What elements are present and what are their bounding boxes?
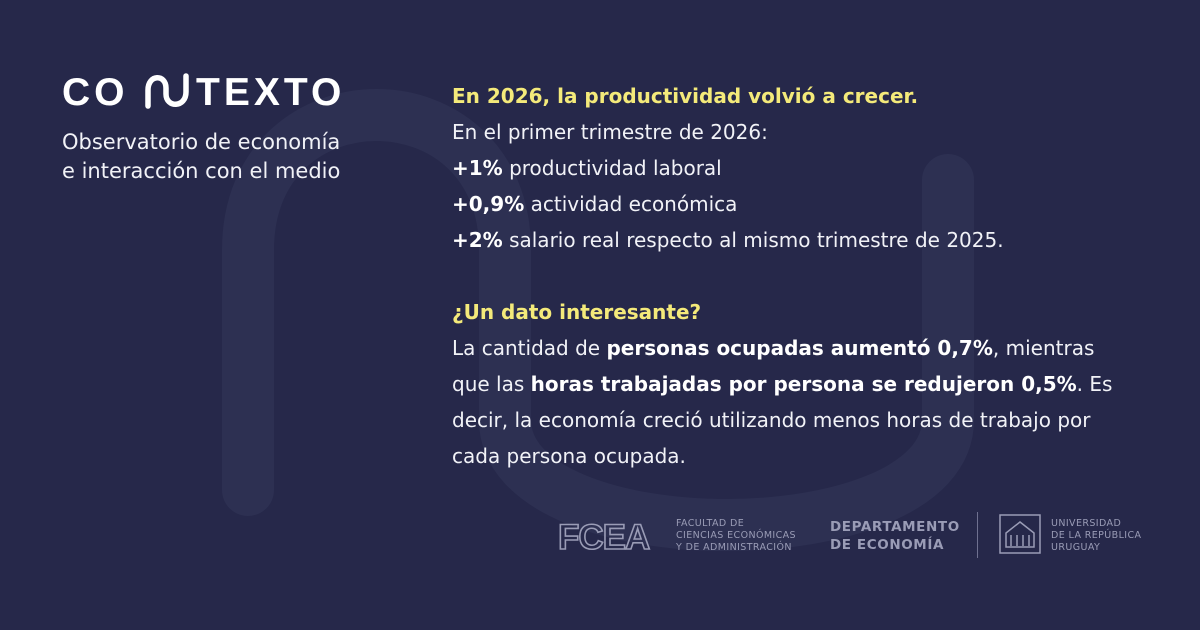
stat-productivity	[452, 150, 1152, 186]
stat-salary	[452, 222, 1152, 258]
contexto-logo	[62, 68, 352, 114]
udelar-line-3: URUGUAY	[1051, 542, 1101, 553]
stat-value: +2%	[452, 228, 503, 252]
headline: En 2026, la productividad volvió a crecer.	[452, 84, 919, 108]
fcea-line-1: FACULTAD DE	[676, 518, 745, 529]
university-name	[1051, 518, 1141, 554]
paragraph-text: . Es decir, la economía creció utilizando menos horas de trabajo por cada persona ocupada.	[452, 372, 1113, 468]
svg-text:FCEA: FCEA	[558, 518, 650, 554]
svg-text:CO: CO	[62, 71, 129, 114]
stat-label: salario real respecto al mismo trimestre de 2025.	[509, 228, 1004, 252]
dept-line-1: DEPARTAMENTO	[830, 519, 960, 535]
fcea-name	[676, 518, 796, 554]
fcea-line-3: Y DE ADMINISTRACIÓN	[676, 542, 792, 553]
svg-text:TEXTO: TEXTO	[196, 71, 346, 114]
paragraph-text: La cantidad de	[452, 336, 607, 360]
brand-block	[62, 68, 352, 186]
stat-activity	[452, 186, 1152, 222]
university-building-icon	[998, 513, 1042, 555]
question-heading: ¿Un dato interesante?	[452, 300, 702, 324]
stat-value: +1%	[452, 156, 503, 180]
stat-label: productividad laboral	[509, 156, 722, 180]
udelar-line-1: UNIVERSIDAD	[1051, 518, 1122, 529]
brand-subtitle	[62, 128, 352, 186]
explanation-paragraph	[452, 330, 1132, 474]
stat-label: actividad económica	[530, 192, 738, 216]
footer-divider	[977, 512, 978, 558]
main-content	[452, 78, 1152, 474]
stat-value: +0,9%	[452, 192, 525, 216]
udelar-line-2: DE LA REPÚBLICA	[1051, 530, 1142, 541]
paragraph-text: , mientras que las	[452, 336, 1095, 396]
department-name	[830, 518, 960, 554]
paragraph-highlight-hours: horas trabajadas por persona se redujeron 0,5%	[530, 372, 1077, 396]
paragraph-highlight-employed: personas ocupadas aumentó 0,7%	[606, 336, 993, 360]
subtitle-line-1: Observatorio de economía	[62, 130, 341, 154]
fcea-line-2: CIENCIAS ECONÓMICAS	[676, 530, 796, 541]
fcea-logo	[558, 518, 664, 554]
intro-text: En el primer trimestre de 2026:	[452, 120, 768, 144]
subtitle-line-2: e interacción con el medio	[62, 159, 341, 183]
dept-line-2: DE ECONOMÍA	[830, 537, 945, 553]
